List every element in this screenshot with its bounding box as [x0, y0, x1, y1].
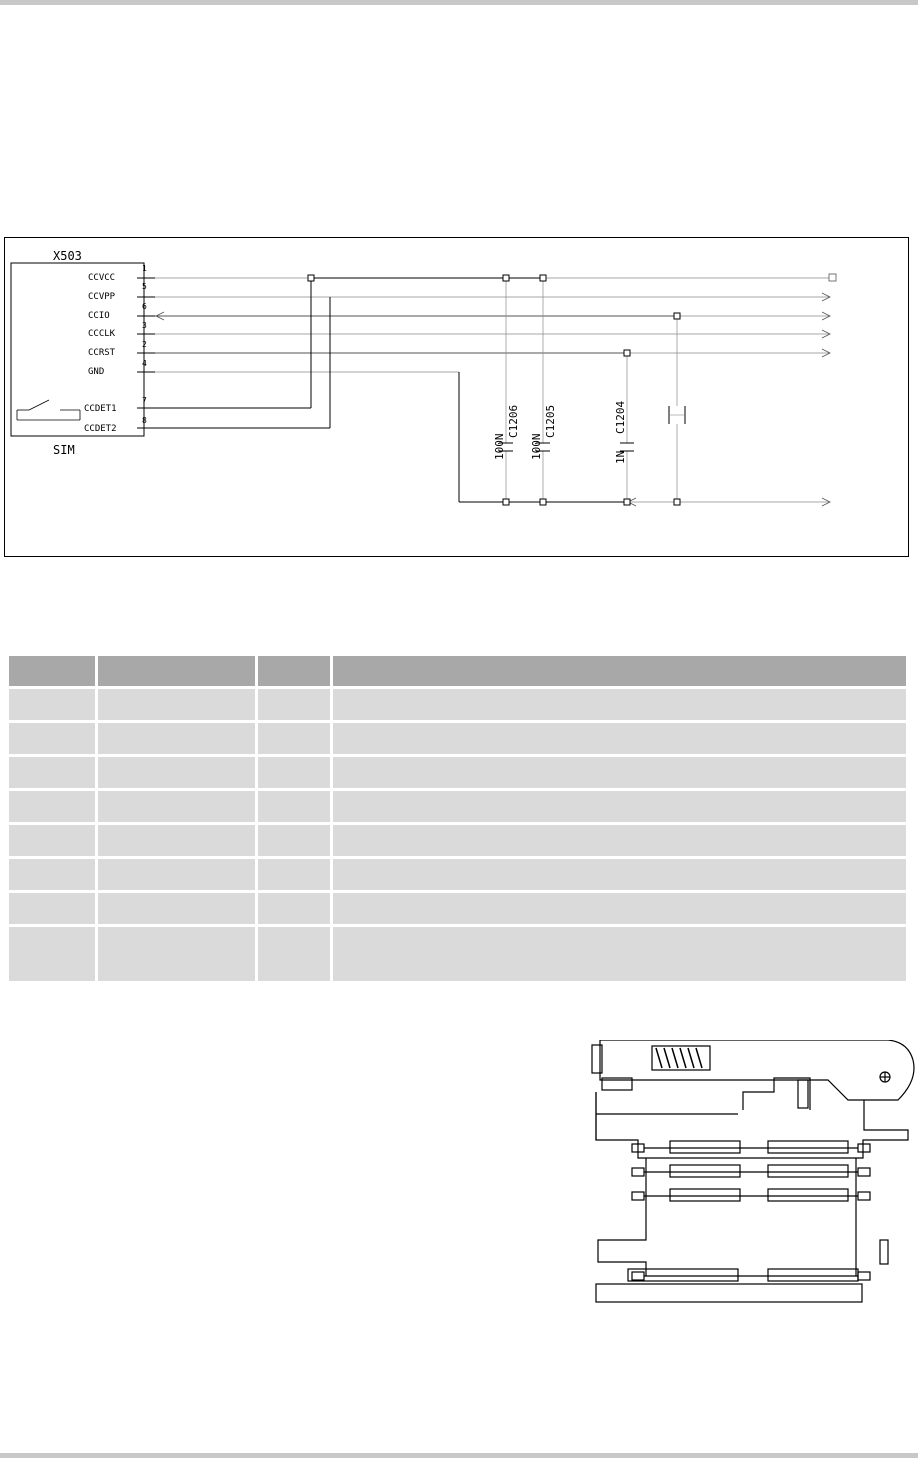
table-cell: [9, 723, 95, 754]
schematic-nets: [155, 274, 836, 506]
junction-dots: [308, 275, 680, 505]
capacitor-ref-label: C1206: [507, 404, 520, 438]
sim-connector-drawing: [588, 1040, 918, 1310]
table-cell: [258, 791, 330, 822]
table-row: [9, 927, 906, 981]
schematic-drawing: [5, 238, 910, 558]
pin-signal-label: CCDET2: [84, 424, 117, 434]
pin-signal-label: CCCLK: [88, 329, 116, 339]
pin-assignment-table: [6, 653, 909, 984]
sim-schematic: [4, 237, 909, 557]
table-cell: [258, 893, 330, 924]
table-cell: [98, 723, 255, 754]
capacitor-ref-label: C1205: [544, 404, 557, 438]
table-cell: [258, 859, 330, 890]
table-row: [9, 791, 906, 822]
pin-signal-label: CCDET1: [84, 404, 117, 414]
table-cell: [258, 757, 330, 788]
pin-number-label: 8: [142, 416, 147, 425]
table-cell: [9, 893, 95, 924]
capacitor-ref-label: C1204: [614, 400, 627, 434]
table-row: [9, 825, 906, 856]
pin-signal-label: CCVPP: [88, 292, 116, 302]
pin-number-label: 2: [142, 340, 147, 349]
table-row: [9, 757, 906, 788]
table-cell: [98, 859, 255, 890]
table-cell: [333, 859, 906, 890]
table-cell: [98, 791, 255, 822]
component-name-label: SIM: [53, 443, 75, 457]
table-row: [9, 689, 906, 720]
table-cell: [333, 825, 906, 856]
pin-number-label: 3: [142, 321, 147, 330]
table-row: [9, 723, 906, 754]
table-row: [9, 859, 906, 890]
table-cell: [9, 825, 95, 856]
pin-number-label: 7: [142, 396, 147, 405]
table-cell: [9, 859, 95, 890]
capacitor-labels: [493, 401, 627, 464]
table-cell: [98, 893, 255, 924]
pin-signal-label: CCIO: [88, 311, 110, 321]
page-bottom-rule: [0, 1453, 918, 1458]
table-cell: [258, 723, 330, 754]
detect-switch-symbol: [17, 400, 80, 420]
pin-number-label: 6: [142, 302, 147, 311]
table-header-cell: [98, 656, 255, 686]
pin-number-label: 1: [142, 264, 147, 273]
table-cell: [98, 757, 255, 788]
table-row: [9, 893, 906, 924]
pin-signal-label: GND: [88, 367, 105, 377]
capacitor-value-label: 100N: [493, 433, 506, 460]
table-cell: [333, 927, 906, 981]
pin-number-label: 4: [142, 359, 147, 368]
table-header-row: [9, 656, 906, 686]
capacitor-symbols: [499, 406, 685, 451]
table-cell: [9, 791, 95, 822]
table-cell: [98, 927, 255, 981]
table-cell: [258, 927, 330, 981]
pin-signal-label: CCRST: [88, 348, 116, 358]
table-cell: [333, 893, 906, 924]
table-cell: [98, 689, 255, 720]
table-cell: [333, 757, 906, 788]
pin-stubs: [137, 278, 155, 428]
table-cell: [333, 723, 906, 754]
table-header-cell: [9, 656, 95, 686]
table-cell: [9, 757, 95, 788]
page-top-rule: [0, 0, 918, 5]
pin-number-label: 5: [142, 282, 147, 291]
table-cell: [333, 689, 906, 720]
capacitor-value-label: 1N: [614, 450, 627, 464]
table-header-cell: [333, 656, 906, 686]
table-cell: [98, 825, 255, 856]
table-cell: [258, 825, 330, 856]
table-cell: [258, 689, 330, 720]
table-cell: [9, 689, 95, 720]
table-cell: [9, 927, 95, 981]
capacitor-value-label: 100N: [530, 433, 543, 460]
connector-outline: [588, 1040, 918, 1310]
pin-signal-label: CCVCC: [88, 273, 116, 283]
component-ref-label: X503: [53, 249, 82, 263]
table-cell: [333, 791, 906, 822]
table-header-cell: [258, 656, 330, 686]
